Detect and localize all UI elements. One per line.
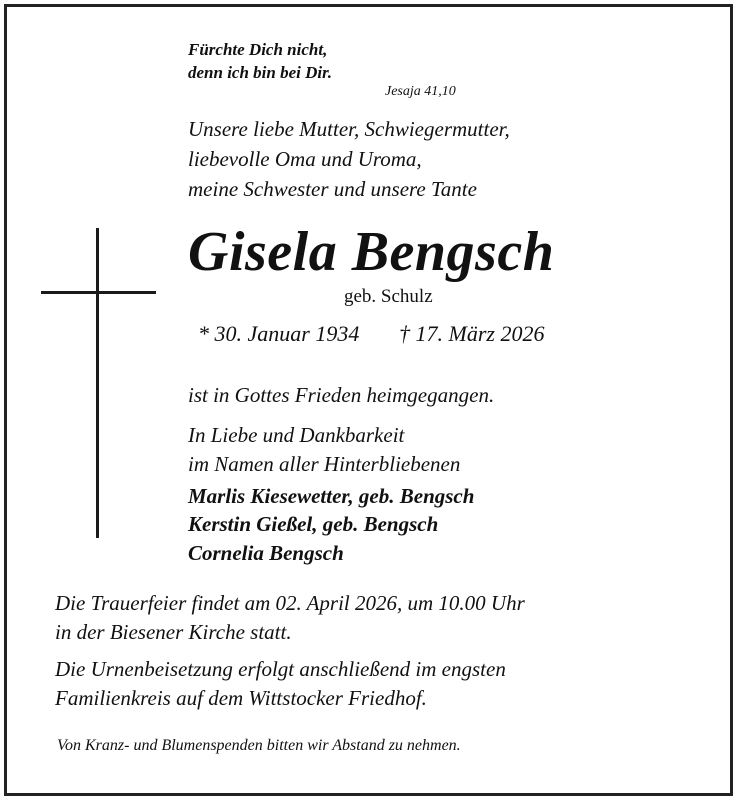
mourner-3: Cornelia Bengsch — [188, 541, 344, 565]
verse-line-1: Fürchte Dich nicht, — [188, 40, 328, 59]
mourner-2: Kerstin Gießel, geb. Bengsch — [188, 512, 439, 536]
verse-reference: Jesaja 41,10 — [385, 84, 456, 99]
funeral-line-1: Die Trauerfeier findet am 02. April 2026, um 10.00 Uhr — [55, 591, 525, 615]
burial-line-2: Familienkreis auf dem Wittstocker Friedhof. — [55, 686, 427, 710]
footer-note: Von Kranz- und Blumenspenden bitten wir Abstand zu nehmen. — [57, 737, 461, 754]
death-date: † 17. März 2026 — [399, 321, 545, 346]
burial-line-1: Die Urnenbeisetzung erfolgt anschließend im engsten — [55, 657, 506, 681]
mourner-1: Marlis Kiesewetter, geb. Bengsch — [188, 484, 475, 508]
birth-date: * 30. Januar 1934 — [198, 321, 360, 346]
intro-line-2: liebevolle Oma und Uroma, — [188, 147, 422, 171]
intro-line-1: Unsere liebe Mutter, Schwiegermutter, — [188, 117, 510, 141]
closing-line-1: In Liebe und Dankbarkeit — [188, 423, 405, 447]
closing-line-2: im Namen aller Hinterbliebenen — [188, 452, 461, 476]
verse-line-2: denn ich bin bei Dir. — [188, 63, 333, 82]
funeral-line-2: in der Biesener Kirche statt. — [55, 620, 292, 644]
cross-icon — [96, 228, 99, 538]
statement: ist in Gottes Frieden heimgegangen. — [188, 383, 495, 407]
intro-line-3: meine Schwester und unsere Tante — [188, 177, 477, 201]
maiden-name: geb. Schulz — [344, 286, 433, 307]
deceased-name: Gisela Bengsch — [188, 221, 555, 283]
cross-icon-bar — [41, 291, 156, 294]
